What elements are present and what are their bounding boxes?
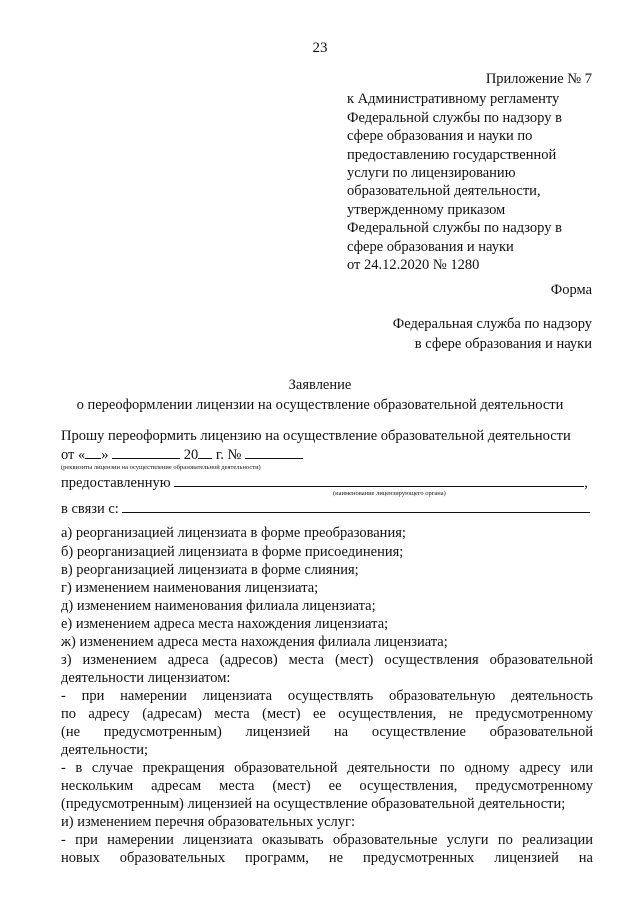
licensing-organ-field[interactable] — [174, 474, 584, 487]
subitem-line: новых образовательных программ, не предусмотренных лицензией на — [61, 850, 593, 866]
subitem-line: - при намерении лицензиата осуществлять образовательную деятельность — [61, 688, 593, 704]
page-number: 23 — [312, 40, 328, 56]
appendix-line: утвержденному приказом — [347, 201, 506, 218]
appendix-title: Приложение № 7 — [485, 71, 592, 87]
appendix-line: сфере образования и науки — [347, 238, 514, 255]
year-field[interactable] — [198, 446, 212, 459]
list-item: в) реорганизацией лицензиата в форме слияния; — [61, 562, 359, 578]
subitem-line: (предусмотренным) лицензией на осуществление образовательной деятельности; — [61, 796, 566, 812]
subitem-line: нескольким адресам места (мест) ее осуществления, предусмотренному — [61, 778, 593, 794]
reason-field[interactable] — [122, 500, 590, 513]
month-field[interactable] — [112, 446, 180, 459]
list-item-i: и) изменением перечня образовательных услуг: — [61, 814, 355, 830]
appendix-line: к Административному регламенту — [347, 91, 560, 108]
appendix-line: услуги по лицензированию — [347, 165, 516, 182]
subitem-line: (не предусмотренным) лицензией на осуществление образовательной — [61, 724, 593, 740]
list-item: а) реорганизацией лицензиата в форме преобразования; — [61, 525, 406, 541]
in-connection-label: в связи с: — [61, 501, 119, 517]
list-item-z-line: з) изменением адреса (адресов) места (мест) осуществления образовательной — [61, 652, 593, 668]
list-item: б) реорганизацией лицензиата в форме присоединения; — [61, 544, 404, 560]
list-item: г) изменением наименования лицензиата; — [61, 580, 319, 596]
list-item: д) изменением наименования филиала лицензиата; — [61, 598, 376, 614]
subitem-line: - при намерении лицензиата оказывать образовательные услуги по реализации — [61, 832, 593, 848]
appendix-line: образовательной деятельности, — [347, 183, 541, 200]
provided-comma: , — [584, 475, 588, 491]
provided-row — [61, 474, 588, 492]
appendix-line: от 24.12.2020 № 1280 — [347, 257, 480, 274]
agency-line: Федеральная служба по надзору — [392, 316, 592, 332]
heading-subtitle: о переоформлении лицензии на осуществление образовательной деятельности — [76, 397, 564, 413]
in-connection-row — [61, 500, 590, 518]
appendix-line: сфере образования и науки по — [347, 128, 533, 145]
appendix-line: Федеральной службы по надзору в — [347, 220, 562, 237]
from-label: от « — [61, 447, 86, 463]
license-details-row — [61, 446, 303, 464]
subitem-line: - в случае прекращения образовательной деятельности по одному адресу или — [61, 760, 593, 776]
subitem-line: по адресу (адресам) места (мест) ее осуществления, не предусмотренному — [61, 706, 593, 722]
license-note: (реквизиты лицензии на осуществление образовательной деятельности) — [61, 464, 261, 471]
agency-line: в сфере образования и науки — [414, 336, 592, 352]
form-label: Форма — [550, 282, 592, 298]
list-item-z-line: деятельности лицензиатом: — [61, 670, 231, 686]
license-number-field[interactable] — [245, 446, 303, 459]
agency-addressee — [393, 314, 592, 354]
quote-close: » — [101, 447, 109, 463]
list-item: е) изменением адреса места нахождения лицензиата; — [61, 616, 389, 632]
subitem-line: деятельности; — [61, 742, 149, 758]
document-heading — [0, 375, 640, 415]
heading-title: Заявление — [288, 377, 352, 393]
appendix-block — [347, 70, 592, 274]
number-label: г. № — [215, 447, 242, 463]
provided-label: предоставленную — [61, 475, 171, 491]
organ-note: (наименование лицензирующего органа) — [333, 490, 446, 497]
request-line: Прошу переоформить лицензию на осуществление образовательной деятельности — [61, 428, 571, 444]
list-item: ж) изменением адреса места нахождения филиала лицензиата; — [61, 634, 448, 650]
day-field[interactable] — [85, 446, 101, 459]
appendix-line: Федеральной службы по надзору в — [347, 109, 562, 126]
year-label: 20 — [183, 447, 199, 463]
appendix-line: предоставлению государственной — [347, 146, 557, 163]
